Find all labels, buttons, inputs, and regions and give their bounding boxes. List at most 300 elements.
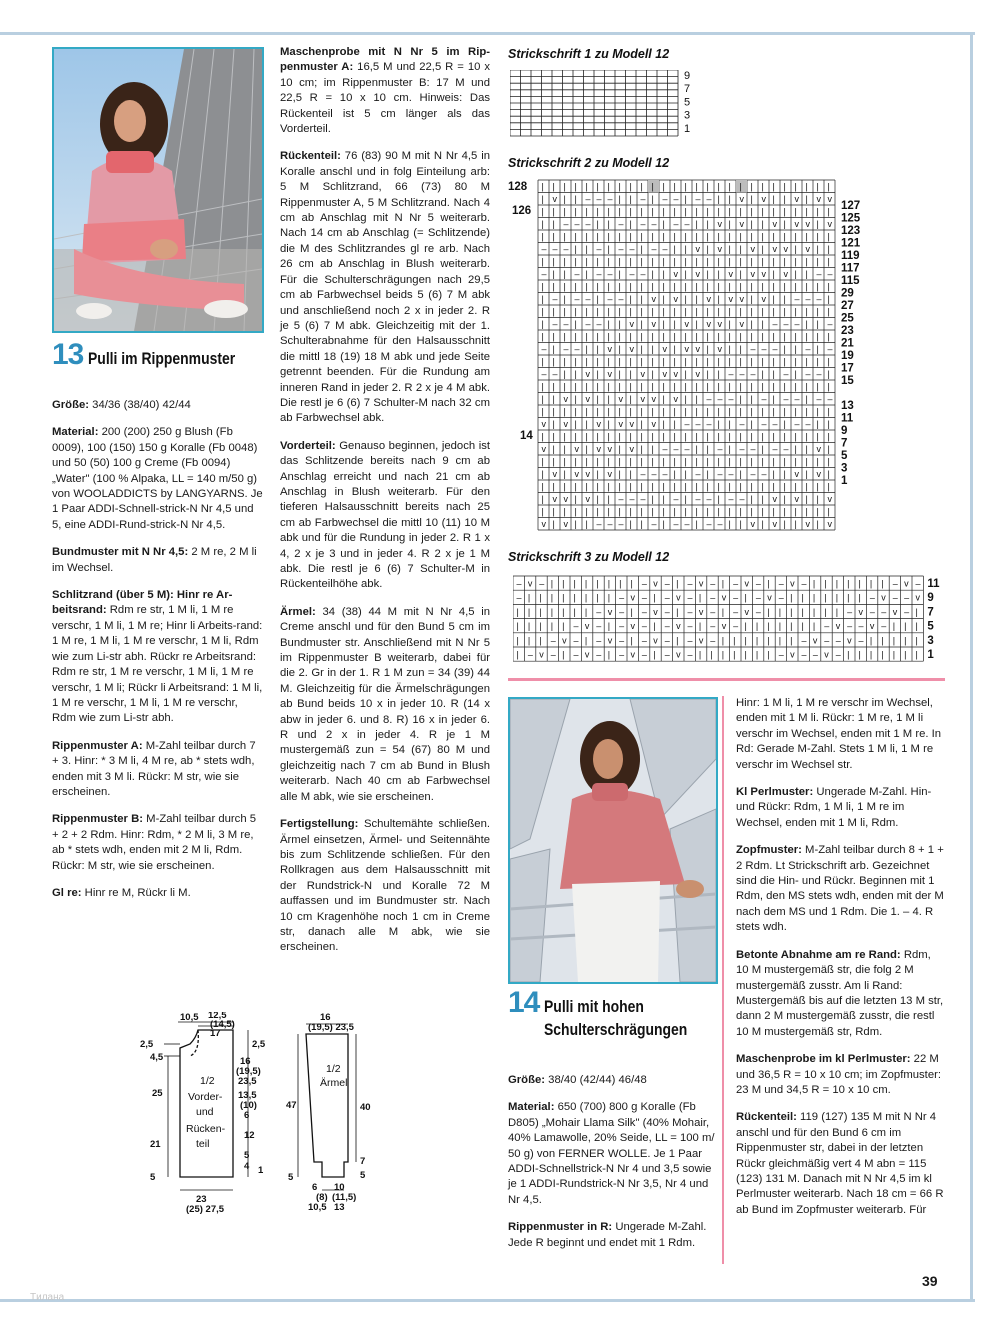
chart-2-stitch-symbol: v (761, 294, 766, 304)
fertigstellung-paragraph: Fertigstellung: Schultemähte schließen. Ärmel einsetzen, Ärmel- und Seitennähte bis zum Schlitzende schließen. Für den Rollkragen aus dem Halsausschnitt mit der Rundstrick-N und Koralle 72 M auffassen und im Bundmuster str. Nach 10 cm Kragenhöhe noch 1 cm in Creme str, danach alle M abk, wie sie erscheinen. (280, 818, 491, 954)
chart-2-stitch-symbol: | (640, 456, 643, 467)
chart-3-stitch-symbol: – (641, 578, 647, 589)
chart-2-stitch-symbol: | (805, 444, 808, 454)
chart-2-stitch-symbol: – (618, 519, 624, 529)
chart-2-stitch-symbol: v (772, 219, 777, 229)
chart-3-stitch-symbol: | (527, 606, 531, 617)
chart-3-stitch-symbol: v (915, 592, 920, 603)
chart-2-stitch-symbol: v (574, 444, 579, 454)
chart-3-stitch-symbol: v (698, 635, 704, 646)
chart-2-stitch-symbol: – (640, 219, 646, 229)
chart-3-stitch-symbol: | (881, 635, 884, 646)
chart-2-stitch-symbol: | (684, 494, 687, 504)
chart-2-stitch-symbol: | (673, 356, 676, 367)
chart-3-stitch-symbol: | (698, 621, 702, 632)
chart-2-stitch-symbol: | (651, 431, 654, 442)
chart-2-stitch-symbol: | (816, 356, 819, 367)
schema-piece-label: teil (196, 1138, 210, 1150)
chart-2-stitch-symbol: | (607, 244, 610, 254)
chart-2-stitch-symbol: | (805, 281, 808, 292)
chart-2-stitch-symbol: | (607, 481, 610, 492)
chart-3-stitch-symbol: | (915, 649, 918, 660)
chart-2-row-label: 19 (841, 350, 854, 362)
chart-2-stitch-symbol: | (805, 319, 808, 329)
rippenmuster-a-paragraph: Rippenmuster A: M-Zahl teilbar durch 7 + 3. Hinr: * 3 M li, 4 M re, ab * stets wdh, enden mit 3 M li. Rückr: M str, wie sie erscheinen. (52, 739, 256, 798)
model-14-number: 14 (508, 986, 540, 1019)
chart-2-stitch-symbol: | (816, 419, 819, 429)
chart-2-stitch-symbol: – (739, 444, 745, 454)
chart-3-grid (513, 574, 953, 666)
chart-3-stitch-symbol: | (847, 649, 850, 660)
chart-2-stitch-symbol: v (772, 244, 777, 254)
chart-2-stitch-symbol: | (772, 431, 775, 442)
chart-2-stitch-symbol: | (563, 331, 566, 342)
chart-3-stitch-symbol: – (687, 592, 693, 603)
chart-2-stitch-symbol: | (662, 281, 665, 292)
chart-3-stitch-symbol: | (630, 578, 633, 589)
chart-1-row-label: 3 (684, 109, 691, 122)
schema-dimension-label: 13 (334, 1202, 345, 1213)
chart-3-stitch-symbol: | (801, 606, 804, 617)
chart-3-stitch-symbol: – (664, 578, 670, 589)
chart-2-stitch-symbol: | (673, 481, 676, 492)
chart-2-stitch-symbol: | (706, 281, 709, 292)
chart-2-stitch-symbol: | (728, 219, 731, 229)
chart-3-stitch-symbol: | (721, 578, 725, 589)
chart-2-stitch-symbol: | (651, 181, 654, 192)
chart-2-stitch-symbol: | (662, 181, 665, 192)
chart-2-stitch-symbol: | (541, 181, 544, 192)
chart-2-row-label-left: 14 (520, 430, 533, 442)
chart-2-stitch-symbol: | (618, 406, 621, 417)
chart-3-stitch-symbol: v (527, 578, 533, 589)
chart-2-stitch-symbol: – (805, 419, 811, 429)
section-divider (508, 678, 945, 681)
chart-3-stitch-symbol: | (562, 578, 565, 589)
chart-2-stitch-symbol: | (640, 344, 643, 354)
chart-2-stitch-symbol: | (717, 356, 720, 367)
chart-3-stitch-symbol: | (790, 621, 793, 632)
model-14-side-rule (722, 696, 724, 1264)
chart-2-stitch-symbol: v (761, 194, 766, 204)
chart-2-stitch-symbol: – (585, 319, 591, 329)
chart-2-title: Strickschrift 2 zu Modell 12 (508, 156, 670, 170)
chart-2-stitch-symbol: – (827, 344, 833, 354)
chart-3-stitch-symbol: v (653, 606, 658, 617)
chart-3-stitch-symbol: | (550, 621, 554, 632)
chart-2-stitch-symbol: – (574, 269, 580, 279)
chart-2-stitch-symbol: – (728, 469, 734, 479)
model-14-column-2 (736, 696, 946, 1230)
chart-2-stitch-symbol: – (783, 444, 789, 454)
schema-piece-label: Vorder- (188, 1091, 223, 1103)
chart-2-stitch-symbol: | (629, 356, 632, 367)
chart-2-stitch-symbol: | (717, 181, 720, 192)
chart-2-stitch-symbol: | (827, 231, 830, 242)
chart-2-stitch-symbol: | (827, 431, 830, 442)
chart-3-stitch-symbol: v (607, 606, 613, 617)
model-13-number: 13 (52, 338, 84, 371)
chart-2-stitch-symbol: | (651, 481, 654, 492)
chart-2-stitch-symbol: v (739, 219, 744, 229)
pattern-schematic (138, 1012, 378, 1217)
chart-2-stitch-symbol: | (816, 244, 819, 254)
chart-2-stitch-symbol: | (816, 406, 819, 417)
chart-2-stitch-symbol: – (574, 344, 580, 354)
chart-2-stitch-symbol: v (805, 519, 810, 529)
chart-2-stitch-symbol: – (739, 419, 745, 429)
chart-2-stitch-symbol: | (563, 444, 566, 454)
chart-2-stitch-symbol: | (772, 469, 775, 479)
chart-2-stitch-symbol: – (816, 394, 822, 404)
chart-2-stitch-symbol: v (717, 344, 722, 354)
chart-2-stitch-symbol: v (827, 194, 832, 204)
chart-1-title: Strickschrift 1 zu Modell 12 (508, 47, 670, 61)
schema-piece-label: 1/2 (326, 1063, 341, 1075)
chart-1-row-label: 1 (684, 122, 691, 135)
chart-3-row-label: 9 (927, 592, 934, 605)
chart-3-stitch-symbol: v (698, 606, 704, 617)
chart-2-stitch-symbol: v (563, 519, 568, 529)
chart-3-stitch-symbol: | (596, 592, 599, 603)
chart-2-stitch-symbol: | (552, 306, 555, 317)
schema-dimension-label: 47 (286, 1100, 297, 1111)
chart-2-stitch-symbol: v (596, 419, 601, 429)
chart-2-stitch-symbol: | (574, 306, 577, 317)
schema-dimension-label: (19,5) (236, 1066, 261, 1077)
chart-2-row-label: 3 (841, 462, 848, 475)
chart-3-stitch-symbol: v (721, 592, 727, 603)
schema-dimension-label: (14,5) (210, 1019, 235, 1030)
chart-2-stitch-symbol: | (552, 356, 555, 367)
chart-3-stitch-symbol: – (892, 578, 898, 589)
chart-2-stitch-symbol: | (640, 181, 643, 192)
chart-2-stitch-symbol: – (574, 294, 580, 304)
schema-piece-label: und (196, 1106, 214, 1118)
chart-2-stitch-symbol: | (541, 331, 544, 342)
chart-2-stitch-symbol: | (651, 269, 654, 279)
chart-2-stitch-symbol: v (574, 469, 579, 479)
chart-2-stitch-symbol: | (585, 331, 588, 342)
chart-2-stitch-symbol: | (739, 356, 742, 367)
chart-2-stitch-symbol: | (607, 181, 610, 192)
chart-2-stitch-symbol: | (772, 331, 775, 342)
model-13-column-2 (280, 45, 490, 968)
chart-2-stitch-symbol: | (794, 244, 797, 254)
chart-2-stitch-symbol: | (607, 456, 610, 467)
chart-2-stitch-symbol: | (541, 469, 544, 479)
chart-2-stitch-symbol: | (607, 431, 610, 442)
chart-2-stitch-symbol: v (695, 269, 700, 279)
chart-2-stitch-symbol: | (651, 494, 654, 504)
chart-2-stitch-symbol: | (783, 469, 786, 479)
chart-3-stitch-symbol: | (892, 635, 896, 646)
chart-2-stitch-symbol: | (607, 231, 610, 242)
chart-3-stitch-symbol: – (755, 592, 761, 603)
chart-2-stitch-symbol: | (585, 281, 588, 292)
chart-2-stitch-symbol: – (794, 294, 800, 304)
chart-2-stitch-symbol: | (651, 306, 654, 317)
chart-2-stitch-symbol: | (684, 256, 687, 267)
chart-2-stitch-symbol: | (662, 431, 665, 442)
chart-2-stitch-symbol: | (596, 494, 599, 504)
chart-2-row-label: 5 (841, 450, 848, 462)
chart-3-stitch-symbol: – (573, 649, 579, 660)
chart-2-stitch-symbol: v (541, 519, 546, 529)
chart-2-stitch-symbol: | (574, 244, 577, 254)
chart-3-stitch-symbol: – (596, 649, 602, 660)
chart-3-stitch-symbol: v (767, 592, 772, 603)
chart-2-stitch-symbol: | (706, 469, 709, 479)
chart-3-stitch-symbol: | (790, 592, 793, 603)
chart-2-stitch-symbol: | (552, 394, 555, 404)
chart-3-stitch-symbol: v (539, 649, 544, 660)
chart-3-stitch-symbol: | (869, 635, 873, 646)
chart-2-stitch-symbol: | (728, 406, 731, 417)
chart-3-stitch-symbol: – (710, 592, 716, 603)
chart-2-stitch-symbol: – (673, 519, 679, 529)
chart-2-stitch-symbol: | (662, 406, 665, 417)
chart-2-stitch-symbol: | (794, 231, 797, 242)
chart-2-stitch-symbol: – (827, 394, 833, 404)
chart-2-stitch-symbol: | (574, 369, 577, 379)
chart-2-stitch-symbol: | (805, 394, 808, 404)
chart-2-stitch-symbol: | (706, 431, 709, 442)
chart-2-stitch-symbol: | (662, 256, 665, 267)
chart-2-stitch-symbol: | (618, 369, 621, 379)
chart-3-stitch-symbol: | (584, 592, 588, 603)
chart-2-stitch-symbol: – (739, 369, 745, 379)
chart-3-stitch-symbol: – (869, 592, 875, 603)
chart-2-stitch-symbol: | (794, 406, 797, 417)
chart-2-stitch-symbol: v (805, 219, 810, 229)
chart-2-stitch-symbol: | (618, 431, 621, 442)
chart-2-stitch-symbol: | (695, 281, 698, 292)
chart-2-stitch-symbol: | (695, 256, 698, 267)
chart-3-stitch-symbol: | (721, 635, 725, 646)
chart-2-stitch-symbol: | (706, 369, 709, 379)
chart-2-stitch-symbol: | (816, 256, 819, 267)
chart-3-stitch-symbol: | (915, 635, 918, 646)
chart-3-stitch-symbol: – (858, 621, 864, 632)
chart-2-stitch-symbol: | (585, 519, 588, 529)
body-outline (180, 1030, 233, 1177)
chart-3-stitch-symbol: – (778, 578, 784, 589)
chart-3-stitch-symbol: v (607, 635, 613, 646)
chart-2-stitch-symbol: | (563, 456, 566, 467)
chart-2-stitch-symbol: | (772, 369, 775, 379)
chart-2-stitch-symbol: – (563, 319, 569, 329)
chart-2-stitch-symbol: | (574, 319, 577, 329)
chart-3-stitch-symbol: – (710, 635, 716, 646)
chart-3-stitch-symbol: | (550, 606, 554, 617)
chart-2-stitch-symbol: | (607, 394, 610, 404)
chart-3-stitch-symbol: | (698, 649, 702, 660)
material-paragraph: Material: 200 (200) 250 g Blush (Fb 0009), 100 (150) 150 g Koralle (Fb 0048) und 50 (50) 100 g Creme (Fb 0094) „Water" (100 % Alpaka, LL = 140 m/50 g) von WOOLADDICTS by LANGYARNS. Je 1 Paar ADDI-Schnell-strick-N Nr 4,5 und 5, eine ADDI-Rund-strick-N Nr 4,5. (52, 426, 263, 531)
chart-2-stitch-symbol: | (618, 181, 621, 192)
chart-2-stitch-symbol: | (629, 469, 632, 479)
chart-2-stitch-symbol: | (541, 456, 544, 467)
chart-2-stitch-symbol: v (816, 444, 821, 454)
chart-2-stitch-symbol: v (585, 369, 590, 379)
chart-2-stitch-symbol: | (662, 219, 665, 229)
chart-2-stitch-symbol: | (607, 319, 610, 329)
chart-2-stitch-symbol: | (695, 381, 698, 392)
chart-2-stitch-symbol: | (750, 256, 753, 267)
schema-dimension-label: 4 (244, 1161, 250, 1172)
chart-3-stitch-symbol: – (687, 649, 693, 660)
schema-dimension-label: 12 (244, 1130, 255, 1141)
chart-2-stitch-symbol: | (574, 231, 577, 242)
chart-3-stitch-symbol: | (539, 592, 542, 603)
chart-3-stitch-symbol: | (767, 621, 770, 632)
chart-2-stitch-symbol: | (783, 456, 786, 467)
chart-2-stitch-symbol: | (739, 469, 742, 479)
chart-2-stitch-symbol: v (706, 294, 711, 304)
chart-2-stitch-symbol: | (695, 319, 698, 329)
chart-2-stitch-symbol: | (618, 206, 621, 217)
chart-2-stitch-symbol: | (618, 456, 621, 467)
chart-2-stitch-symbol: | (794, 519, 797, 529)
chart-2-stitch-symbol: – (552, 369, 558, 379)
chart-2-stitch-symbol: | (739, 281, 742, 292)
chart-3-stitch-symbol: | (630, 635, 633, 646)
chart-2-stitch-symbol: | (772, 181, 775, 192)
chart-2-row-label: 125 (841, 212, 861, 225)
chart-2-row-label: 1 (841, 475, 848, 487)
chart-3-stitch-symbol: | (698, 592, 702, 603)
chart-2-stitch-symbol: – (629, 244, 635, 254)
chart-2-stitch-symbol: | (794, 281, 797, 292)
chart-3-stitch-symbol: | (835, 578, 839, 589)
chart-2-stitch-symbol: | (717, 256, 720, 267)
model-13-column-1 (52, 398, 264, 913)
chart-2-stitch-symbol: | (794, 431, 797, 442)
aermel-paragraph: Ärmel: 34 (38) 44 M mit N Nr 4,5 in Creme anschl und für den Bund 5 cm im Bundmuster str. Anschließend mit N Nr 5 im Rippenmuster B weiterarb, dabei für die 2. Gr in der 1. R 1 M zun = 34 (39) 44 M. Gleichzeitig für die Ärmelschrägungen ab Bund beids 10 x in jeder 10. R (14 x abw in jeder 6. und 8. R) 16 x in jeder 6. R und 2 x in jeder 4. R je 1 M mustergemäß zun = 54 (67) 80 M und gleichzeitig nach 7 cm ab Bund in Blush weiterarb. Nach 40 cm ab Farbwechsel alle M abk, wie sie erscheinen. (280, 605, 491, 803)
chart-2-stitch-symbol: | (728, 281, 731, 292)
chart-2-stitch-symbol: | (761, 369, 764, 379)
chart-2-stitch-symbol: | (596, 231, 599, 242)
chart-2-stitch-symbol: – (640, 494, 646, 504)
chart-2-stitch-symbol: | (717, 306, 720, 317)
schema-dimension-label: 6 (244, 1110, 250, 1121)
chart-3-stitch-symbol: – (641, 592, 647, 603)
chart-2-stitch-symbol: | (618, 281, 621, 292)
chart-2-stitch-symbol: | (684, 469, 687, 479)
chart-2-stitch-symbol: | (552, 431, 555, 442)
chart-2-stitch-symbol: | (651, 381, 654, 392)
chart-2-stitch-symbol: | (684, 231, 687, 242)
chart-2-stitch-symbol: | (640, 481, 643, 492)
chart-2-stitch-symbol: – (805, 369, 811, 379)
chart-2-stitch-symbol: – (684, 519, 690, 529)
chart-2-stitch-symbol: | (695, 394, 698, 404)
chart-2-stitch-symbol: | (761, 181, 764, 192)
chart-2-stitch-symbol: – (585, 219, 591, 229)
chart-2-stitch-symbol: | (541, 406, 544, 417)
chart-2-stitch-symbol: | (552, 381, 555, 392)
chart-2-stitch-symbol: | (640, 281, 643, 292)
chart-2-stitch-symbol: | (816, 206, 819, 217)
chart-2-stitch-symbol: v (805, 244, 810, 254)
chart-3-stitch-symbol: – (641, 649, 647, 660)
schema-dimension-label: 2,5 (140, 1039, 154, 1050)
chart-2-stitch-symbol: | (541, 319, 544, 329)
chart-2-stitch-symbol: v (662, 344, 667, 354)
chart-3-stitch-symbol: – (550, 649, 556, 660)
chart-3-stitch-symbol: | (710, 649, 713, 660)
chart-3-stitch-symbol: | (755, 621, 759, 632)
chart-2-stitch-symbol: | (673, 244, 676, 254)
schema-dimension-label: 2,5 (252, 1039, 266, 1050)
chart-2-stitch-symbol: v (563, 419, 568, 429)
chart-2-stitch-symbol: | (662, 231, 665, 242)
chart-2-stitch-symbol: | (827, 181, 830, 192)
chart-2-stitch-symbol: – (607, 194, 613, 204)
chart-2-stitch-symbol: | (750, 419, 753, 429)
chart-3-stitch-symbol: | (904, 635, 907, 646)
chart-2-stitch-symbol: | (574, 431, 577, 442)
chart-2-stitch-symbol: v (684, 344, 689, 354)
chart-2-stitch-symbol: v (827, 219, 832, 229)
chart-2-stitch-symbol: | (717, 506, 720, 517)
chart-3-stitch-symbol: v (676, 621, 681, 632)
chart-2-stitch-symbol: | (673, 281, 676, 292)
chart-3-stitch-symbol: | (869, 649, 873, 660)
chart-2-stitch-symbol: | (728, 244, 731, 254)
chart-2-stitch-symbol: | (739, 481, 742, 492)
chart-2-stitch-symbol: | (596, 344, 599, 354)
chart-2-stitch-symbol: | (805, 306, 808, 317)
chart-2-stitch-symbol: | (706, 244, 709, 254)
chart-2-stitch-symbol: | (585, 306, 588, 317)
chart-2-stitch-symbol: | (574, 456, 577, 467)
chart-3-row-label: 1 (927, 649, 934, 661)
chart-2-stitch-symbol: | (574, 506, 577, 517)
chart-3-stitch-symbol: – (858, 635, 864, 646)
chart-3-stitch-symbol: – (733, 621, 739, 632)
chart-2-stitch-symbol: | (827, 331, 830, 342)
chart-3-stitch-symbol: – (641, 621, 647, 632)
chart-2-stitch-symbol: | (750, 181, 753, 192)
chart-3-stitch-symbol: | (562, 592, 565, 603)
chart-2-stitch-symbol: | (684, 181, 687, 192)
chart-2-stitch-symbol: | (563, 431, 566, 442)
chart-2-stitch-symbol: | (816, 281, 819, 292)
chart-2-stitch-symbol: | (552, 206, 555, 217)
chart-2-stitch-symbol: v (552, 494, 557, 504)
chart-3-stitch-symbol: – (733, 606, 739, 617)
chart-2-stitch-symbol: | (706, 269, 709, 279)
chart-2-stitch-symbol: – (541, 244, 547, 254)
chart-2-stitch-symbol: | (739, 519, 742, 529)
chart-2-stitch-symbol: | (706, 306, 709, 317)
chart-3-row-label: 7 (927, 606, 934, 619)
chart-2-stitch-symbol: | (772, 281, 775, 292)
chart-2-stitch-symbol: | (684, 331, 687, 342)
chart-2-stitch-symbol: | (585, 181, 588, 192)
chart-2-stitch-symbol: | (662, 269, 665, 279)
chart-2-row-label-left: 128 (508, 181, 528, 193)
chart-2-stitch-symbol: | (805, 494, 808, 504)
chart-3-stitch-symbol: – (778, 592, 784, 603)
chart-2-stitch-symbol: – (684, 219, 690, 229)
chart-2-stitch-symbol: | (750, 394, 753, 404)
chart-2-stitch-symbol: | (640, 306, 643, 317)
chart-3-stitch-symbol: v (630, 592, 635, 603)
chart-2-stitch-symbol: | (662, 206, 665, 217)
chart-2-stitch-symbol: | (717, 331, 720, 342)
